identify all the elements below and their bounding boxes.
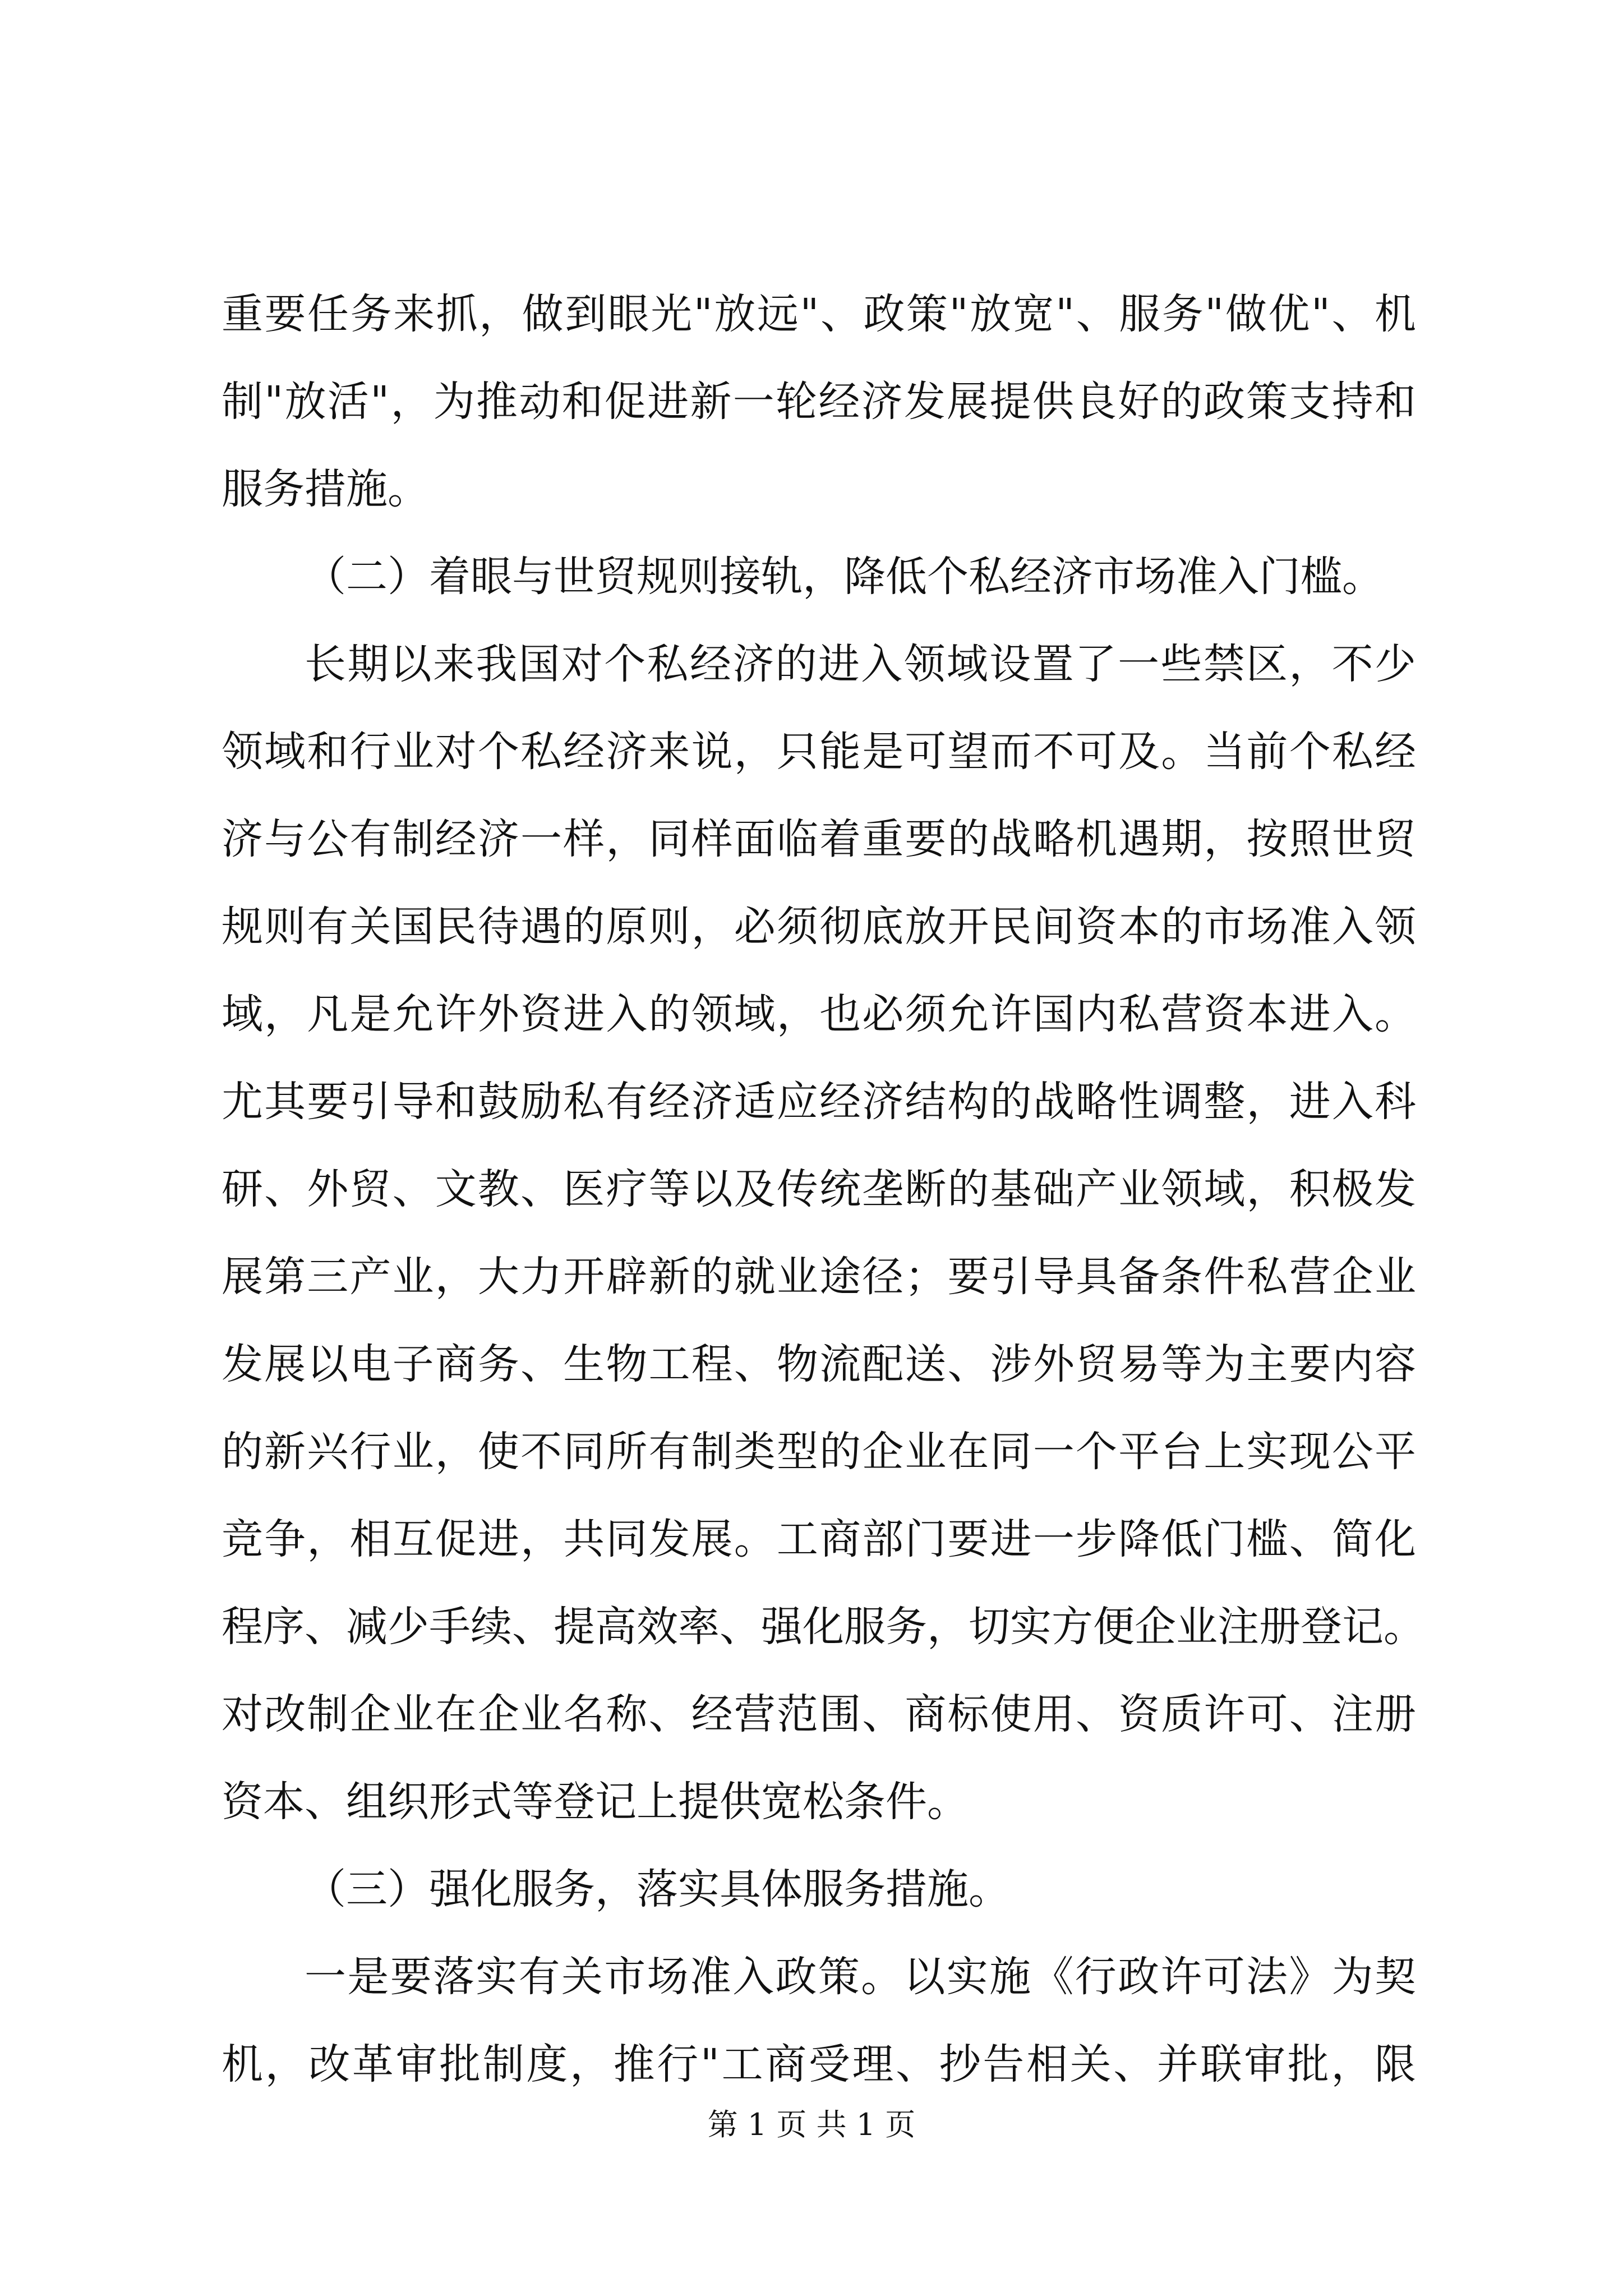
body-line: 制"放活"，为推动和促进新一轮经济发展提供良好的政策支持和 xyxy=(222,378,1416,426)
body-line: 领域和行业对个私经济来说，只能是可望而不可及。当前个私经 xyxy=(222,728,1416,776)
body-line: 重要任务来抓，做到眼光"放远"、政策"放宽"、服务"做优"、机 xyxy=(222,290,1416,338)
body-line: 程序、减少手续、提高效率、强化服务，切实方便企业注册登记。 xyxy=(222,1603,1425,1651)
body-line: 域，凡是允许外资进入的领域，也必须允许国内私营资本进入。 xyxy=(222,990,1416,1038)
body-line: 展第三产业，大力开辟新的就业途径；要引导具备条件私营企业 xyxy=(222,1253,1416,1301)
body-line: 尤其要引导和鼓励私有经济适应经济结构的战略性调整，进入科 xyxy=(222,1078,1416,1126)
section-heading-3: （三）强化服务，落实具体服务措施。 xyxy=(305,1865,1010,1913)
body-line: 服务措施。 xyxy=(222,465,429,513)
body-line: 资本、组织形式等登记上提供宽松条件。 xyxy=(222,1778,969,1826)
body-line: 规则有关国民待遇的原则，必须彻底放开民间资本的市场准入领 xyxy=(222,903,1416,951)
body-line: 长期以来我国对个私经济的进入领域设置了一些禁区，不少 xyxy=(305,640,1416,688)
body-line: 研、外贸、文教、医疗等以及传统垄断的基础产业领域，积极发 xyxy=(222,1165,1416,1213)
section-heading-2: （二）着眼与世贸规则接轨，降低个私经济市场准入门槛。 xyxy=(305,553,1384,601)
body-line: 发展以电子商务、生物工程、物流配送、涉外贸易等为主要内容 xyxy=(222,1340,1416,1388)
body-line: 一是要落实有关市场准入政策。以实施《行政许可法》为契 xyxy=(305,1953,1416,2001)
body-line: 机，改革审批制度，推行"工商受理、抄告相关、并联审批，限 xyxy=(222,2040,1416,2088)
document-body xyxy=(222,270,1425,2108)
body-line: 对改制企业在企业名称、经营范围、商标使用、资质许可、注册 xyxy=(222,1690,1416,1738)
body-line: 济与公有制经济一样，同样面临着重要的战略机遇期，按照世贸 xyxy=(222,815,1416,863)
page-number-footer: 第 1 页 共 1 页 xyxy=(707,2107,916,2142)
body-line: 的新兴行业，使不同所有制类型的企业在同一个平台上实现公平 xyxy=(222,1428,1416,1476)
body-line: 竞争，相互促进，共同发展。工商部门要进一步降低门槛、简化 xyxy=(222,1515,1416,1563)
